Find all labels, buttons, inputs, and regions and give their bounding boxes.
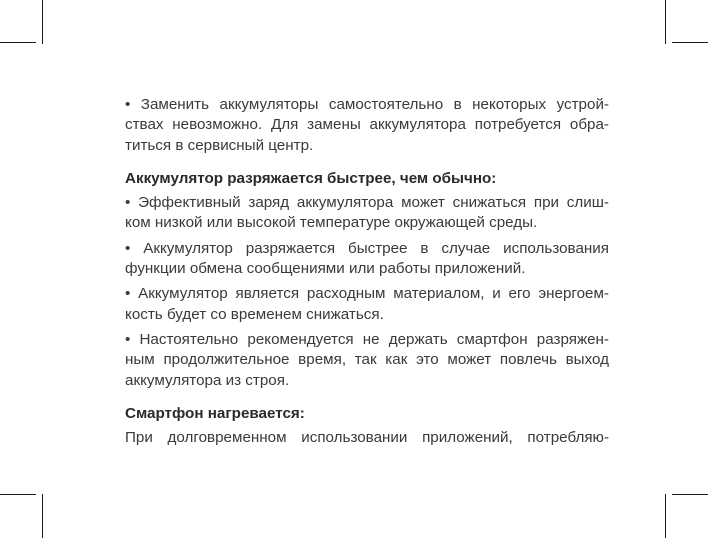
section-heading-phone-heats: Смартфон нагревается:	[125, 404, 305, 422]
crop-mark-bottom-left-vertical	[42, 494, 43, 538]
bullet-paragraph-temperature	[125, 193, 609, 234]
bullet-paragraph-consumable	[125, 284, 609, 325]
bullet-paragraph-messaging	[125, 239, 609, 280]
text-line: функции обмена сообщениями или работы приложений.	[125, 260, 526, 278]
crop-mark-top-right-horizontal	[672, 42, 708, 43]
crop-mark-top-left-vertical	[42, 0, 43, 44]
text-line: ным продолжительное время, так как это может повлечь выход	[125, 351, 609, 369]
crop-mark-bottom-right-vertical	[665, 494, 666, 538]
text-line: • Настоятельно рекомендуется не держать смартфон разряжен-	[125, 330, 609, 348]
text-line: • Эффективный заряд аккумулятора может снижаться при слиш-	[125, 194, 609, 212]
bullet-paragraph-discharged	[125, 330, 609, 391]
text-line: титься в сервисный центр.	[125, 136, 314, 154]
text-line: кость будет со временем снижаться.	[125, 305, 384, 323]
text-line: • Аккумулятор разряжается быстрее в случае использования	[125, 239, 609, 257]
text-line: ствах невозможно. Для замены аккумулятора потребуется обра-	[125, 116, 609, 134]
crop-mark-top-right-vertical	[665, 0, 666, 44]
crop-mark-bottom-right-horizontal	[672, 494, 708, 495]
bullet-paragraph-battery-replacement	[125, 95, 609, 156]
text-line: При долговременном использовании приложений, потребляю-	[125, 429, 609, 447]
crop-mark-top-left-horizontal	[0, 42, 36, 43]
text-line: аккумулятора из строя.	[125, 371, 290, 389]
crop-mark-bottom-left-horizontal	[0, 494, 36, 495]
paragraph-long-usage	[125, 428, 609, 448]
text-line: • Заменить аккумуляторы самостоятельно в некоторых устрой-	[125, 96, 609, 113]
section-heading-battery-drains: Аккумулятор разряжается быстрее, чем обычно:	[125, 169, 497, 187]
text-line: ком низкой или высокой температуре окружающей среды.	[125, 214, 538, 232]
page-content	[125, 95, 609, 448]
text-line: • Аккумулятор является расходным материалом, и его энергоем-	[125, 285, 609, 303]
